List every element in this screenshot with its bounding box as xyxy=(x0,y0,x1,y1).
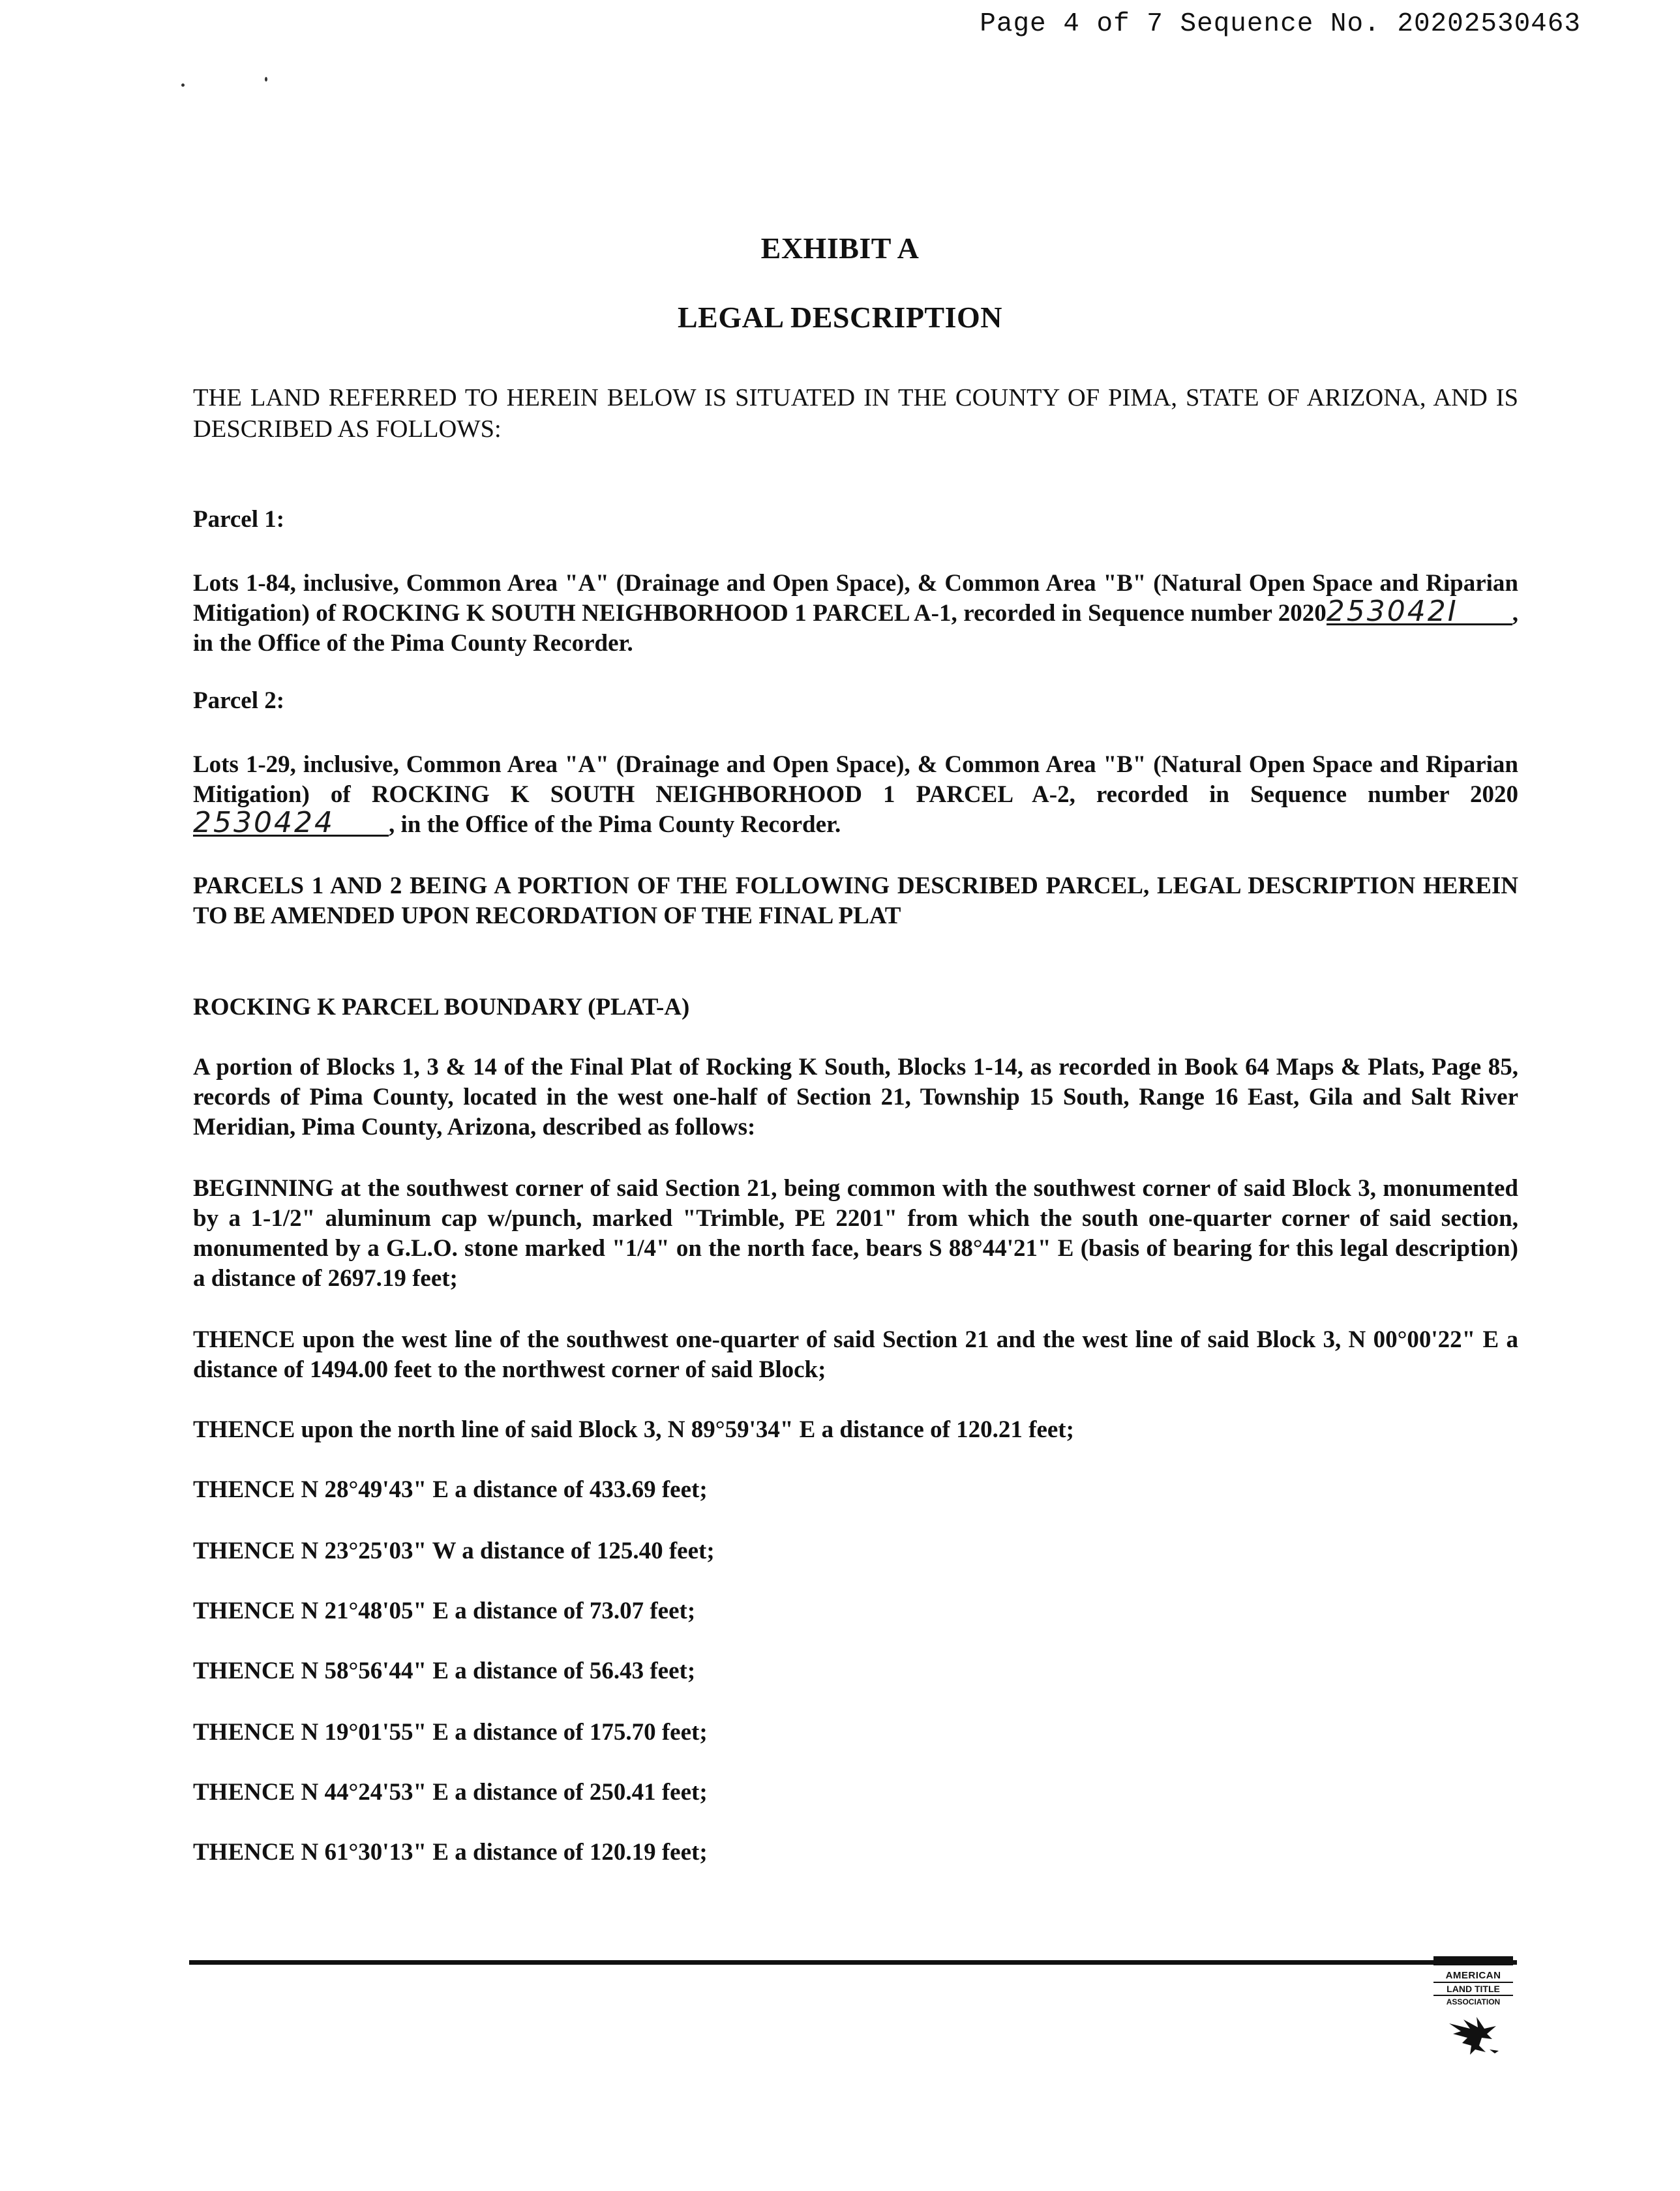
portion-paragraph: A portion of Blocks 1, 3 & 14 of the Final Plat of Rocking K South, Blocks 1-14, as recorded in Book 64 Maps & Plats, Page 85, records of Pima County, located in the west one-half of Section 21, Township 15 South, Range 16 East, Gila and Salt River Meridian, Pima County, Arizona, described as follows: xyxy=(193,1054,1518,1140)
parcels-note: PARCELS 1 AND 2 BEING A PORTION OF THE FOLLOWING DESCRIBED PARCEL, LEGAL DESCRIPTION HEREIN TO BE AMENDED UPON RECORDATION OF THE FINAL PLAT xyxy=(193,872,1518,929)
eagle-icon xyxy=(1444,2012,1503,2057)
beginning-paragraph: BEGINNING at the southwest corner of said Section 21, being common with the southwest corner of said Block 3, monumented by a 1-1/2" aluminum cap w/punch, marked "Trimble, PE 2201" from which the south one-quarter corner of said section, monumented by a G.L.O. stone marked "1/4" on the north face, bears S 88°44'21" E (basis of bearing for this legal description) a distance of 2697.19 feet; xyxy=(193,1175,1518,1292)
thence-call: THENCE N 61°30'13" E a distance of 120.19 feet; xyxy=(193,1839,708,1866)
parcel-2-handwritten-number: 2530424 xyxy=(193,811,389,837)
parcel-1-suffix: , in the Office of the Pima County Recorder. xyxy=(193,600,1518,657)
page-sequence-header: Page 4 of 7 Sequence No. 20202530463 xyxy=(980,9,1581,39)
thence-call: THENCE N 58°56'44" E a distance of 56.43 feet; xyxy=(193,1658,696,1684)
alta-logo-line-2: LAND TITLE xyxy=(1433,1982,1513,1996)
parcel-1-handwritten-number: 253042I xyxy=(1327,600,1512,625)
alta-logo-line-3: ASSOCIATION xyxy=(1446,1997,1501,2006)
parcel-2-suffix: , in the Office of the Pima County Recorder. xyxy=(389,811,841,838)
parcel-1-description xyxy=(193,569,1518,659)
legal-description-title: LEGAL DESCRIPTION xyxy=(677,301,1002,334)
thence-call: THENCE N 21°48'05" E a distance of 73.07 feet; xyxy=(193,1598,696,1624)
alta-logo-bar xyxy=(1433,1956,1513,1965)
parcel-2-text: Lots 1-29, inclusive, Common Area "A" (Drainage and Open Space), & Common Area "B" (Natural Open Space and Riparian Mitigation) of ROCKING K SOUTH NEIGHBORHOOD 1 PARCEL A-2, recorded in Sequence number 2020 xyxy=(193,751,1518,808)
intro-paragraph: THE LAND REFERRED TO HEREIN BELOW IS SITUATED IN THE COUNTY OF PIMA, STATE OF ARIZONA, AND IS DESCRIBED AS FOLLOWS: xyxy=(193,384,1518,443)
thence-call: THENCE N 19°01'55" E a distance of 175.70 feet; xyxy=(193,1719,708,1746)
scan-speck xyxy=(181,83,185,87)
thence-call: THENCE N 23°25'03" W a distance of 125.40 feet; xyxy=(193,1538,715,1564)
parcel-2-description xyxy=(193,750,1518,840)
thence-call: THENCE upon the north line of said Block 3, N 89°59'34" E a distance of 120.21 feet; xyxy=(193,1416,1074,1443)
parcel-2-heading: Parcel 2: xyxy=(193,687,285,714)
thence-call: THENCE upon the west line of the southwest one-quarter of said Section 21 and the west line of said Block 3, N 00°00'22" E a distance of 1494.00 feet to the northwest corner of said Block; xyxy=(193,1326,1518,1383)
alta-logo-line-1: AMERICAN xyxy=(1445,1970,1501,1981)
parcel-1-text: Lots 1-84, inclusive, Common Area "A" (Drainage and Open Space), & Common Area "B" (Natural Open Space and Riparian Mitigation) of ROCKING K SOUTH NEIGHBORHOOD 1 PARCEL A-1, recorded in Sequence number 2020 xyxy=(193,570,1518,627)
exhibit-title: EXHIBIT A xyxy=(760,231,920,265)
parcel-1-heading: Parcel 1: xyxy=(193,506,285,533)
thence-call: THENCE N 28°49'43" E a distance of 433.69 feet; xyxy=(193,1476,708,1503)
boundary-heading: ROCKING K PARCEL BOUNDARY (PLAT-A) xyxy=(193,994,690,1021)
scan-speck xyxy=(265,77,267,82)
alta-logo xyxy=(1433,1956,1513,2057)
footer-rule xyxy=(189,1960,1517,1965)
thence-call: THENCE N 44°24'53" E a distance of 250.41 feet; xyxy=(193,1779,708,1806)
